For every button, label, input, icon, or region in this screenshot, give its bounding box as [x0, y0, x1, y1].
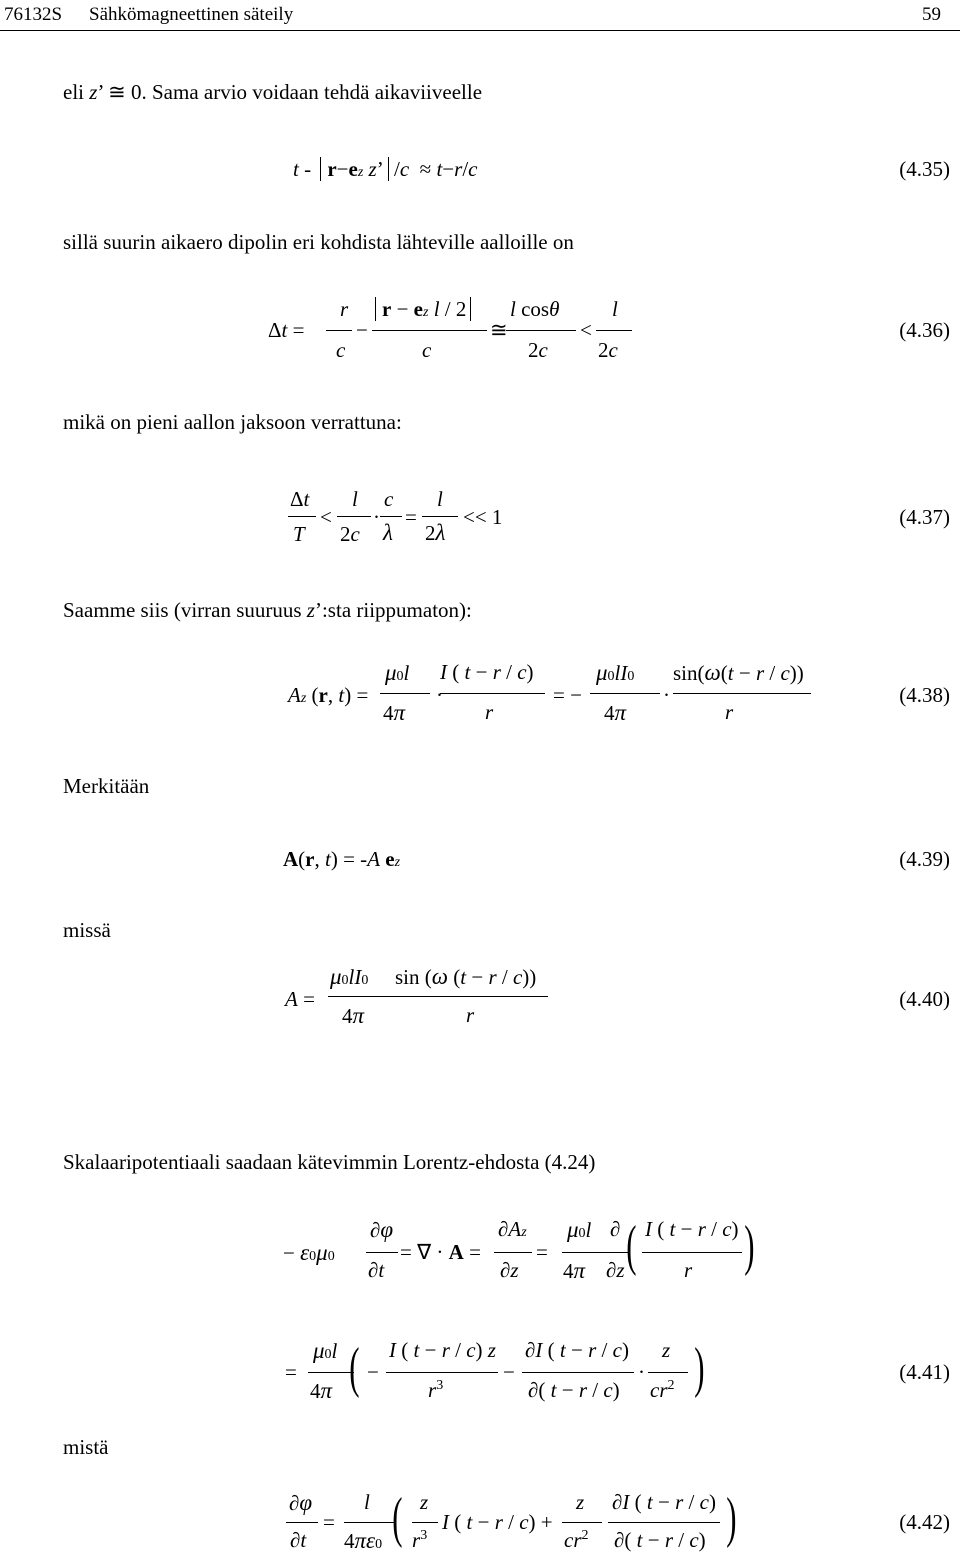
- course-code: 76132S: [4, 4, 63, 25]
- equation-number-4-37: (4.37): [899, 505, 950, 529]
- equation-number-4-39: (4.39): [899, 847, 950, 871]
- equation-number-4-35: (4.35): [899, 157, 950, 181]
- paragraph-line4: Saamme siis (virran suuruus z’:sta riippumaton):: [63, 598, 472, 622]
- equation-number-4-40: (4.40): [899, 987, 950, 1011]
- paragraph-line5: Skalaaripotentiaali saadaan kätevimmin Lorentz-ehdosta (4.24): [63, 1150, 596, 1174]
- equation-4-39: A(r, t) = -A ez: [283, 847, 401, 871]
- equation-4-35: t - r−ez z’ /c ≈ t−r/c: [293, 157, 478, 181]
- paragraph-line2: sillä suurin aikaero dipolin eri kohdista lähteville aalloille on: [63, 230, 574, 254]
- equation-number-4-41: (4.41): [899, 1360, 950, 1384]
- equation-number-4-36: (4.36): [899, 318, 950, 342]
- label-merkitaan: Merkitään: [63, 774, 150, 798]
- equation-number-4-38: (4.38): [899, 683, 950, 707]
- header-rule: [0, 30, 960, 31]
- paragraph-line1: eli z’ ≅ 0. Sama arvio voidaan tehdä aikaviiveelle: [63, 80, 483, 104]
- equation-number-4-42: (4.42): [899, 1510, 950, 1534]
- chapter-title: Sähkömagneettinen säteily: [89, 4, 294, 25]
- page-number: 59: [922, 4, 941, 25]
- label-missa: missä: [63, 918, 111, 942]
- paragraph-line3: mikä on pieni aallon jaksoon verrattuna:: [63, 410, 402, 434]
- label-mista: mistä: [63, 1435, 109, 1459]
